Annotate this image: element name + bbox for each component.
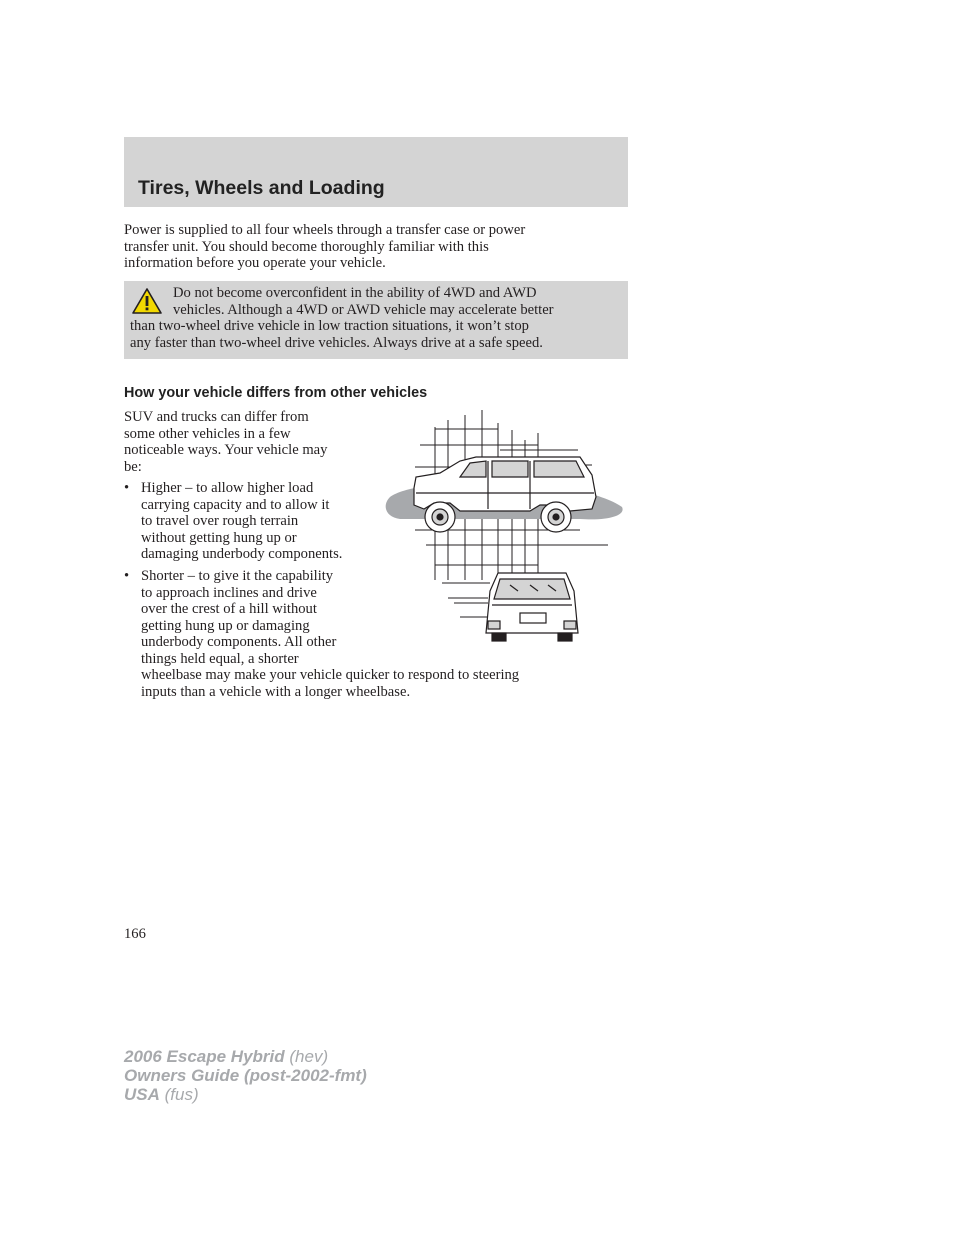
section-intro-line: some other vehicles in a few	[124, 425, 291, 442]
section-intro-line: SUV and trucks can differ from	[124, 409, 309, 425]
subsection-heading: How your vehicle differs from other vehicles	[124, 385, 428, 401]
section-header-band	[124, 137, 628, 207]
warning-line: than two-wheel drive vehicle in low traction situations, it won’t stop	[130, 318, 529, 335]
intro-line: information before you operate your vehicle.	[124, 255, 386, 272]
bullet-line: Higher – to allow higher load	[141, 480, 314, 496]
section-intro	[124, 409, 384, 475]
bullet-line: to approach inclines and drive	[141, 584, 317, 601]
document-footer	[124, 1047, 367, 1104]
intro-line: transfer unit. You should become thoroughly familiar with this	[124, 238, 489, 255]
bullet-body	[141, 480, 342, 563]
bullet-line: things held equal, a shorter	[141, 650, 299, 667]
footer-line-3	[124, 1085, 367, 1104]
bullet-wrap-text	[141, 667, 519, 700]
section-title: Tires, Wheels and Loading	[138, 177, 385, 199]
footer-model: 2006 Escape Hybrid	[124, 1047, 285, 1066]
intro-paragraph	[124, 222, 614, 272]
intro-line: Power is supplied to all four wheels through a transfer case or power	[124, 222, 526, 238]
bullet-line: inputs than a vehicle with a longer wheelbase.	[141, 683, 411, 700]
footer-guide: Owners Guide (post-2002-fmt)	[124, 1066, 367, 1085]
footer-market-code: (fus)	[159, 1085, 199, 1104]
bullet-dot: •	[124, 480, 130, 496]
warning-box	[124, 281, 628, 359]
section-intro-line: be:	[124, 458, 142, 475]
footer-market: USA	[124, 1085, 160, 1104]
section-intro-line: noticeable ways. Your vehicle may	[124, 442, 328, 459]
warning-text	[124, 285, 554, 351]
bullet-line: over the crest of a hill without	[141, 601, 317, 618]
rear-view-suv	[486, 573, 578, 641]
bullet-line: to travel over rough terrain	[141, 513, 299, 530]
footer-model-code: (hev)	[284, 1047, 329, 1066]
warning-line: any faster than two-wheel drive vehicles. Always drive at a safe speed.	[130, 334, 543, 351]
bullet-line: underbody components. All other	[141, 634, 337, 651]
bullet-line: getting hung up or damaging	[141, 617, 310, 634]
bullet-line: damaging underbody components.	[141, 546, 343, 563]
bullet-line: Shorter – to give it the capability	[141, 568, 334, 584]
warning-line: Do not become overconfident in the ability of 4WD and AWD	[173, 285, 537, 301]
bullet-body	[141, 568, 336, 668]
suv-illustration	[380, 405, 630, 645]
footer-line-2	[124, 1066, 367, 1085]
warning-line: vehicles. Although a 4WD or AWD vehicle may accelerate better	[173, 301, 554, 318]
page-number: 166	[124, 926, 146, 942]
bullet-line: without getting hung up or	[141, 529, 297, 546]
side-view-suv	[414, 457, 596, 532]
bullet-line: wheelbase may make your vehicle quicker to respond to steering	[141, 667, 520, 683]
bullet-line: carrying capacity and to allow it	[141, 496, 330, 513]
bullet-dot: •	[124, 568, 130, 584]
footer-line-1	[124, 1047, 367, 1066]
